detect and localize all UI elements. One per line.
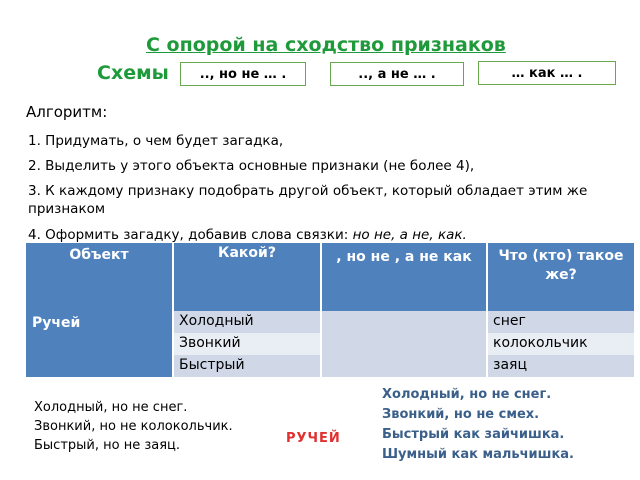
pair-cell: заяц — [493, 357, 527, 373]
feature-cell: Звонкий — [173, 333, 321, 355]
scheme-box-2: .., а не … . — [330, 62, 464, 86]
pair-cell: снег — [493, 313, 526, 329]
step-1: 1. Придумать, о чем будет загадка, — [28, 133, 284, 149]
riddle-right-line: Шумный как мальчишка. — [382, 447, 574, 462]
riddle-right-line: Звонкий, но не смех. — [382, 407, 540, 422]
feature-cell: Быстрый — [173, 355, 321, 377]
riddle-right — [382, 385, 574, 465]
riddle-left-line: Быстрый, но не заяц. — [34, 438, 181, 453]
riddle-left — [34, 398, 233, 455]
scheme-box-3: … как … . — [478, 61, 616, 85]
step-4 — [28, 226, 608, 244]
riddle-answer: РУЧЕЙ — [286, 431, 341, 446]
pair-cell: колокольчик — [493, 335, 588, 351]
riddle-left-line: Холодный, но не снег. — [34, 400, 188, 415]
riddle-table — [26, 243, 634, 377]
step-2: 2. Выделить у этого объекта основные признаки (не более 4), — [28, 158, 475, 174]
feature-cell: Холодный — [173, 311, 321, 333]
step-3: 3. К каждому признаку подобрать другой объект, который обладает этим же признаком — [28, 183, 588, 217]
object-cell: Ручей — [26, 311, 173, 377]
riddle-right-line: Холодный, но не снег. — [382, 387, 552, 402]
links-cell — [321, 311, 487, 377]
header-feature: Какой? — [173, 243, 321, 311]
scheme-box-1: .., но не … . — [180, 62, 306, 86]
header-pair: Что (кто) такое же? — [487, 243, 634, 311]
algorithm-heading: Алгоритм: — [26, 103, 108, 121]
scheme-label: Схемы — [97, 62, 169, 84]
step-4-links: но не, а не, как. — [352, 227, 467, 243]
header-object: Объект — [26, 243, 173, 311]
header-links: , но не , а не как — [321, 243, 487, 311]
step-4-text: 4. Оформить загадку, добавив слова связки: — [28, 227, 349, 243]
riddle-left-line: Звонкий, но не колокольчик. — [34, 419, 233, 434]
riddle-right-line: Быстрый как зайчишка. — [382, 427, 565, 442]
slide-title: С опорой на сходство признаков — [146, 34, 506, 56]
